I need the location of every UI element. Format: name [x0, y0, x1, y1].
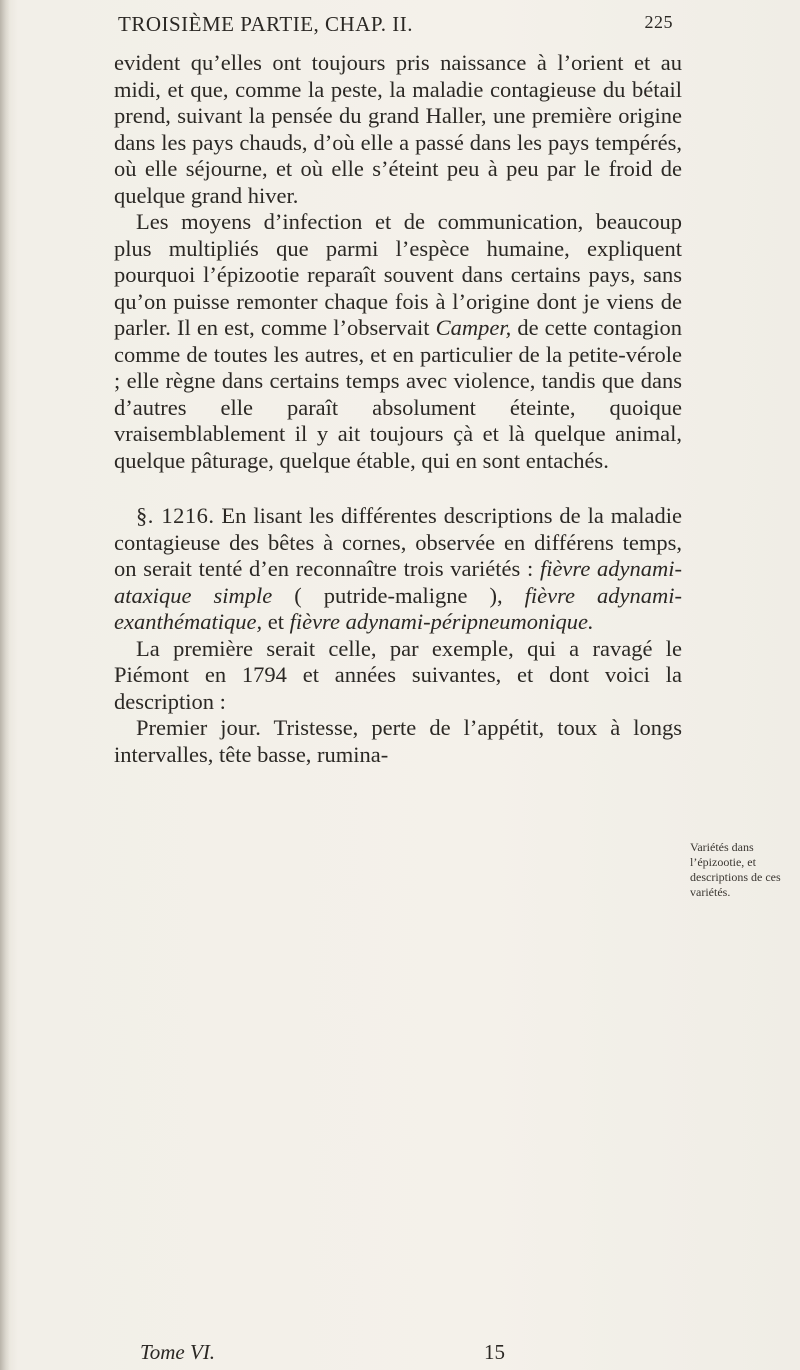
variety-3: fièvre adynami-péripneumonique. [289, 609, 594, 634]
page-footer [140, 1340, 540, 1366]
section-text-b: ( putride-maligne ), [272, 582, 525, 608]
paragraph-piemont: La première serait celle, par exemple, qui a ravagé le Piémont en 1794 et années suivantes, et dont voici la description : [114, 635, 682, 714]
binding-shadow [0, 0, 10, 1370]
section-text-a: En lisant les différentes descriptions de la maladie contagieuse des bêtes à cornes, observée en différens temps, on serait tenté d’en reconnaître trois variétés : [114, 503, 682, 581]
body-text [114, 50, 682, 768]
paragraph-section-1216 [114, 503, 682, 636]
paragraph-first-day: Premier jour. Tristesse, perte de l’appétit, toux à longs intervalles, tête basse, rumina- [114, 715, 682, 767]
tome-label: Tome VI. [140, 1340, 216, 1364]
running-head [118, 12, 673, 42]
section-text-c: et [262, 609, 290, 634]
paragraph-infection-text-b: de cette contagion comme de toutes les autres, et en particulier de la petite-vérole ; elle règne dans certains temps avec violence, tandis que dans d’autres elle paraît absolument éteinte, quoique vraisemblablement il y ait toujours çà et là quelque animal, quelque pâturage, quelque étable, qui en sont entachés. [114, 315, 682, 473]
margin-note: Variétés dans l’épizootie, et descriptions de ces variétés. [690, 840, 781, 899]
paragraph-infection-text-a: Les moyens d’infection et de communication, beaucoup plus multipliés que parmi l’espèce humaine, expliquent pourquoi l’épizootie reparaît souvent dans certains pays, sans qu’on puisse remonter chaque fois à l’origine dont je viens de parler. Il en est, comme l’observait [114, 209, 682, 340]
paragraph-continuation: evident qu’elles ont toujours pris naissance à l’orient et au midi, et que, comme la peste, la maladie contagieuse du bétail prend, suivant la pensée du grand Haller, une première origine dans les pays chauds, d’où elle a passé dans les pays tempérés, où elle séjourne, et où elle s’éteint peu à peu par le froid de quelque grand hiver. [114, 50, 682, 208]
variety-2: fièvre adynami-exanthématique, [114, 582, 682, 634]
signature-mark: 15 [484, 1340, 505, 1364]
section-number: §. 1216. [136, 503, 215, 528]
paragraph-infection [114, 209, 682, 474]
page-number: 225 [644, 12, 673, 32]
variety-1: fièvre adynami-ataxique simple [114, 556, 682, 608]
running-title: TROISIÈME PARTIE, CHAP. II. [118, 12, 413, 36]
author-name-camper: Camper, [435, 315, 512, 340]
